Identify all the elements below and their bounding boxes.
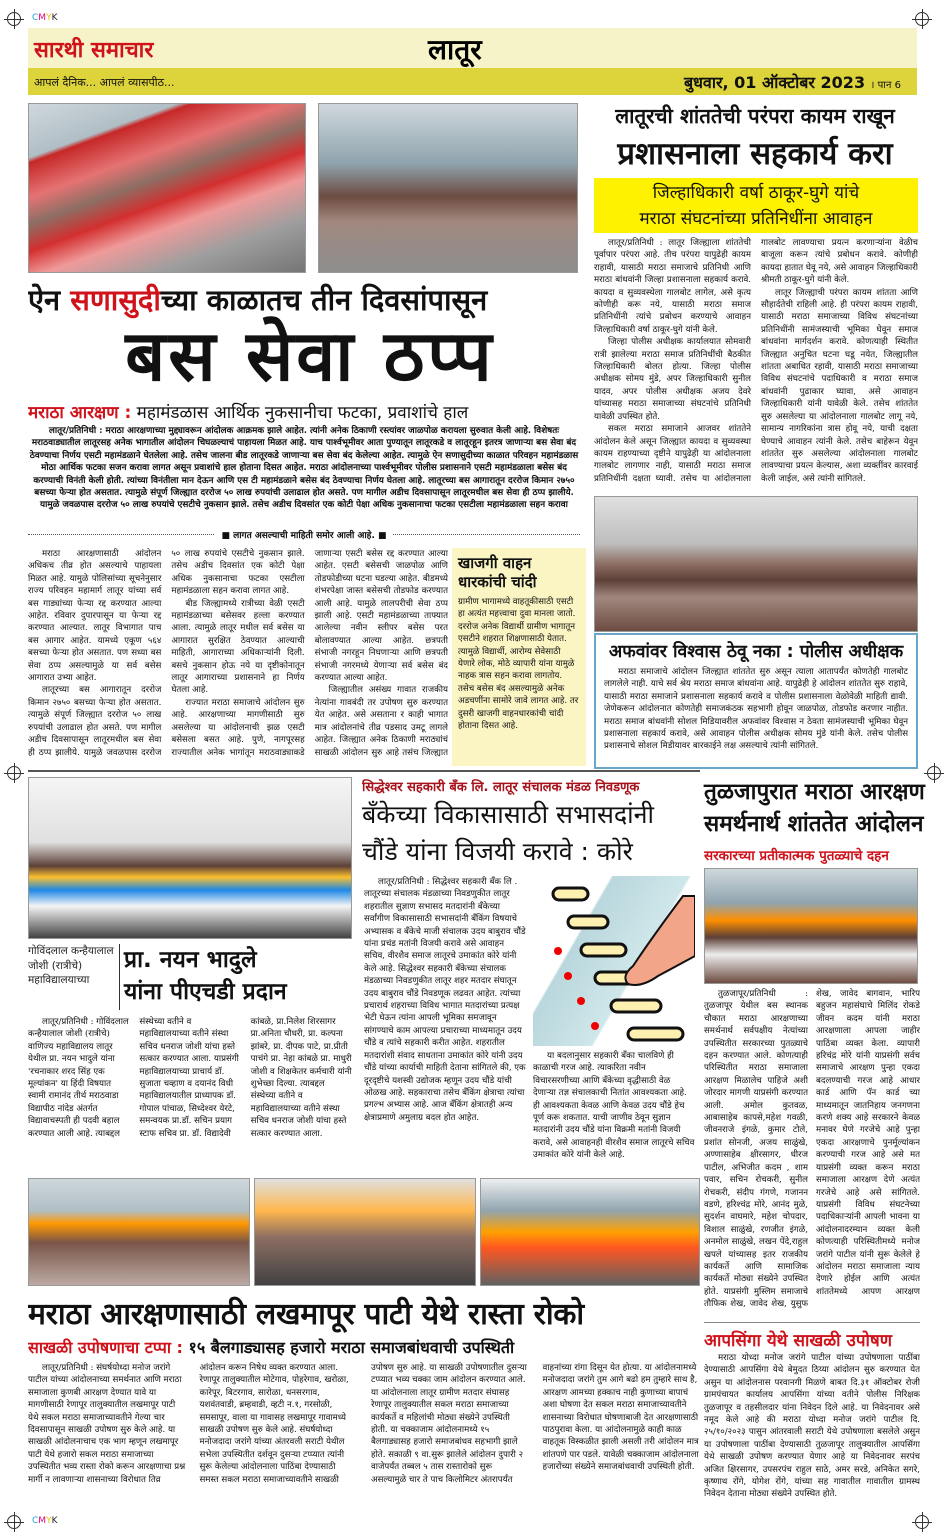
photo-sit-in-protest [254,1178,476,1286]
ballot-finger-icon [533,876,695,1046]
phd-kicker: गोविंदलाल कन्हैयालाल जोशी (रात्रीचे) महाविद्यालयाच्या [28,945,114,986]
lead-headline: बस सेवा ठप्प [125,316,495,396]
lead-intro: लातूर/प्रतिनिधी : मराठा आरक्षणाच्या मुद्द्यावरून आंदोलक आक्रमक झाले आहेत. त्यांनी अनेक ठिकाणी रस्त्यांवर जाळपोळ करायला सुरुवात केली आहे. विशेषतः मराठवाड्यातील लातूरसह अनेक भागातील आंदोलन चिघळल्याचं पाहायला मिळत आहे. याच पार्श्वभूमीवर आता पुण्यातून लातूरकडे व लातूरहून इतरत्र जाणाऱ्या बस सेवा बंद ठेवण्याचा निर्णय एसटी महामंडळाने घेतलेला आहे. तसेच जालना बीड लातूरकडे जाणाऱ्या बस सेवा बंद केलेल्या आहेत. त्यामुळे ऐन सणासुदीच्या काळात परिवहन महामंडळास मोठा आर्थिक फटका सजन करावा लागत असून प्रवाशांचे हाल होताना दिसत आहेत. मराठा आंदोलनाच्या पार्श्वभूमीवर पोलीस प्रशासनाने एसटी महामंडळाला बसेस बंद करण्याची विनंती केली होती. त्यांच्या विनंतीला मान देऊन आणि एस टी महामंडळाने बसेस बंद ठेवण्याचा निर्णय घेतला आहे. लातूरच्या बस आगारातून दररोज किमान २७५० बसच्या फेऱ्या होत असतात. त्यामुळे संपूर्ण जिल्ह्यात दररोज ५० लाख रुपयांची उलाढाल होत असते. पण मागील अडीच दिवसापासून लातूरमधील बस सेवा ही ठप्प झालीये. यामुळे जवळपास दररोज ५० लाख रुपयांचे एसटीचे नुकसान झाले. तसेच अडीच दिवसांत एक कोटी पेक्षा अधिक नुकसानाचा फटका एसटीला महामंडळाला सहन करावा [29,426,579,511]
tagline-bar [28,68,917,95]
photo-road-blockade-fire [480,1178,700,1286]
paper-name: सारथी समाचार [34,38,154,63]
sidebar-box [452,548,586,766]
bank-kicker: सिद्धेश्वर सहकारी बँक लि. लातूर संचालक मंडळ निवडणूक [362,780,640,795]
collector-headline: प्रशासनाला सहकार्य करा [617,136,893,172]
sidebar-title: खाजगी वाहन धारकांची चांदी [458,554,537,591]
lead-body: मराठा आरक्षणासाठी आंदोलन अधिकच तीव्र होत असल्याचे पाहायला मिळत आहे. यामुळे पोलिसांच्या सूचनेनुसार राज्य परिवहन महामार्ग लातूर यांच्या सर्व बस गाड्यांच्या फेऱ्या रद्द करण्यात आल्या आहेत. रविवार दुपारपासून या फेऱ्या रद्द करण्यात आल्यात. लातूर विभागात पाच बस आगार आहेत. यामध्ये एकूण ५६४ बसच्या फेऱ्या होत असतात. पण सध्या बस सेवा ठप्प असल्यामुळे या सर्व बसेस आगारात उभ्या आहेत. लातूरच्या बस आगारातून दररोज किमान २७५० बसच्या फेऱ्या होत असतात. त्यामुळे संपूर्ण जिल्ह्यात दररोज ५० लाख रुपयांची उलाढाल होत असते. पण मागील अडीच दिवसापासून लातूरमधील बस सेवा ही ठप्प झालीये. यामुळे जवळपास दररोज ५० लाख रुपयांचे एसटीचे नुकसान झाले. तसेच अडीच दिवसांत एक कोटी पेक्षा अधिक नुकसानाचा फटका एसटीला महामंडळाला सहन करावा लागत आहे. बीड जिल्ह्यामध्ये रात्रीच्या वेळी एसटी महामंडळाच्या बसेसवर हल्ला करण्यात आला. त्यामुळे लातूर मधील सर्व बसेस या आगारात सुरक्षित ठेवण्यात आल्याची माहिती, आगाराच्या अधिकाऱ्यांनी दिली. बसचे नुकसान होऊ नये या दृष्टीकोनातून लातूर आगाराच्या प्रशासनाने हा निर्णय घेतला आहे. राज्यात मराठा समाजाचे आंदोलन सुरु आहे. आरक्षणाच्या मागणीसाठी सुरु असलेल्या या आंदोलनाची झळ एसटी बसेसला बसत आहे. पुणे, नागपूरसह राज्यातील अनेक भागांतून मराठवाड्याकडे जाणाऱ्या एसटी बसेस रद्द करण्यात आल्या आहेत. एसटी बसेसची जाळपोळ आणि तोडफोडीच्या घटना घडल्या आहेत. बीडमध्ये शंभरपेक्षा जास्त बसेसची तोडफोड करण्यात आली आहे. यामुळे लालपरीची सेवा ठप्प झाली आहे. एसटी महामंडळाच्या ताफ्यात आलेल्या नवीन स्लीपर बसेस परत बोलावण्यात आल्या आहेत. छत्रपती संभाजी नगरहून निघणाऱ्या आणि छत्रपती संभाजी नगरमध्ये येणाऱ्या सर्व बसेस बंद करण्यात आल्या आहेत. जिल्ह्यातील असंख्य गावात राजकीय नेत्यांना गावबंदी तर उपोषण सुरु करण्यात येत आहेत. असे असताना र काही भागात मात्र आंदोलनांचे तीव्र पडसाद उमटू लागले आहेत. जिल्ह्यात अनेक ठिकाणी मराठ्यांचं साखळी आंदोलन सुरु आहे तसंच जिल्ह्यात [28,549,448,758]
registration-mark [7,766,21,780]
sidebar-text: ग्रामीण भागामध्ये वाहतूकीसाठी एसटी हा अत्यंत महत्त्वाचा दुवा मानला जातो. दररोज अनेक विद्यार्थी ग्रामीण भागातून एसटीने शहरात शिक्षणासाठी येतात. त्यामुळे विद्यार्थी, आरोग्य सेवेसाठी येणारे लोक, मोठे व्यापारी यांना यामुळे नाहक त्रास सहन करावा लागतोय. तसेच बसेस बंद असल्यामुळे अनेक अडचणींना सामोरे जावे लागत आहे. तर दुसरी खाजगी वाहनधारकांची चांदी होताना दिसत आहे. [458,597,579,732]
divider [119,944,120,1010]
collector-body: लातूर/प्रतिनिधी : लातूर जिल्ह्याला शांततेची पूर्वापार परंपरा आहे. तीच परंपरा यापुढेही कायम राहावी, यासाठी मराठा समाजाचे प्रतिनिधी आणि मराठा बांधवांनी जिल्हा प्रशासनाला सहकार्य करावे. कायदा व सुव्यवस्थेला गालबोट लागेल, असे कृत्य कोणीही करू नये, यासाठी मराठा समाज प्रतिनिधींनी त्यांचे प्रबोधन करण्याचे आवाहन जिल्हाधिकारी वर्षा ठाकूर-घुगे यांनी केले. जिल्हा पोलीस अधीक्षक कार्यालयात सोमवारी रात्री झालेल्या मराठा समाज प्रतिनिधींची बैठकीत जिल्हाधिकारी बोलत होत्या. जिल्हा पोलीस अधीक्षक सोमय मुंडे, अपर जिल्हाधिकारी सुनील यादव, अपर पोलीस अधीक्षक अजय देवरे यांच्यासह मराठा समाजाच्या संघटनांचे प्रतिनिधी यावेळी उपस्थित होते. सकल मराठा समाजाने आजवर शांततेने आंदोलन केले असून जिल्ह्यात कायदा व सुव्यवस्था कायम राहण्याच्या दृष्टीने यापुढेही या आंदोलनाला गालबोट लागणार नाही, यासाठी मराठा समाज प्रतिनिधींनी दक्षता घ्यावी. तसेच या आंदोलनाला गालबोट लावण्याचा प्रयत्न करणाऱ्यांना वेळीच बाजूला करून त्यांचे प्रबोधन करावे. कोणीही कायदा हातात घेवू नये, असे आवाहन जिल्हाधिकारी श्रीमती ठाकूर-घुगे यांनी केले. लातूर जिल्ह्याची परंपरा कायम शांतता आणि सौहार्दतेची राहिली आहे. ही परंपरा कायम राहावी, यासाठी मराठा समाजाच्या विविध संघटनांच्या प्रतिनिधींनी सामंजस्याची भूमिका घेवून समाज बांधवांना मार्गदर्शन करावे. कोणत्याही स्थितीत जिल्ह्यात अनुचित घटना घडू नयेत, जिल्ह्यातील शांतता अबाधित रहावी, यासाठी मराठा समाजाच्या विविध संघटनांचे पदाधिकारी व मराठा समाज बांधवांनी पुढाकार घ्यावा, असे आवाहन जिल्हाधिकारी यांनी यावेळी केले. तसेच शांततेत सुरु असलेल्या या आंदोलनाला गालबोट लागू नये, सामान्य नागरिकांना त्रास होवू नये, याची दक्षता घेण्याचे आवाहन त्यांनी केले. तसेच बाहेरून येवून शांततेत सुरु असलेल्या आंदोलनाला गालबोट लावण्याचा प्रयत्न केल्यास, अशा व्यक्तींवर कारवाई केली जाईल, असे त्यांनी सांगितले. [594,238,918,484]
lakhmapur-body: लातूर/प्रतिनिधी : संघर्षयोध्दा मनोज जरांगे पाटील यांच्या आंदोलनाच्या समर्थनात आणि मराठा समाजाला कुणबी आरक्षण देण्यात यावे या मागणीसाठी रेणापूर तालुक्यातील लखमापूर पाटी येथे सकल मराठा समाजाच्यावतीने गेल्या चार दिवसापासून साखळी उपोषण सुरु केले आहे. या साखळी आंदोलनाचाच एक भाग म्हणून लखमापूर पाटी येथे हजारो सकल मराठा समाजाच्या उपस्थितीत भव्य रास्ता रोको करून आरक्षणाचा प्रश्न मार्गी न लावणाऱ्या शासनाच्या विरोधात तिव्र आंदोलन करून निषेध व्यक्त करण्यात आला. रेणापूर तालुक्यातील मोटेगाव, पोहरेगाव, खरोळा, कारेपूर, बिटरगाव, सारोळा, धनसरगाव, यशवंतवाडी, ब्रम्हवाडी, व्हटी न.१, गरसोळी, समसापूर, वाला या गावासह लखमापूर गावामध्ये साखळी उपोषण सुरु केले आहे. संघर्षयोध्दा मनोजदादा जरांगे यांच्या अंतरवली सराटी येथील सभेला उपस्थितीत दर्शवून दुसऱ्या टप्प्यात त्यांनी सुरू केलेल्या आंदोलनाला पाठिंबा देण्यासाठी समस्त सकल मराठा समाजाच्यावतीने साखळी उपोषण सुरु आहे. या साखळी उपोषणातील दुसऱ्या टप्प्यात भव्य चक्का जाम आंदोलन करण्यात आले. या आंदोलनाला लातूर ग्रामीण मतदार संघासह रेणापूर तालुक्यातील सकल मराठा समाजाच्या कार्यकर्ते व महिलांची मोठ्या संख्येने उपस्थिती होती. या चक्काजाम आंदोलनामध्ये १५ बैलगाड्यासह हजारो समाजबांधव सहभागी झाले होते. सकाळी ९ वा.सुरू झालेले आंदोलन दुपारी २ वाजेपर्यंत तब्बल ५ तास रास्तारोको सुरू असल्यामुळे चार ते पाच किलोमिटर अंतरापर्यंत वाहनांच्या रांगा दिसून येत होत्या. या आंदोलनामध्ये मनोजदादा जरांगे तुम आगे बढो हम तुम्हारे साथ है, आरक्षण आमच्या हक्काच नाही कुणाच्या बापाचं अशा घोषणा देत सकल मराठा समाजाच्यावतीने शासनाच्या विरोधात घोषणाबाजी देत आरक्षणासाठी पाठपुरावा केला. या आंदोलनामुळे काही काळ वाहतूक विस्कळीत झाली असली तरी आंदोलन मात्र शांतपणे पार पडले. यावेळी चक्काजाम आंदोलनाला हजारोंच्या संख्येने समाजबांधवाची उपस्थिती होती. [28,1363,699,1485]
tuljapur-subhead: सरकारच्या प्रतीकात्मक पुतळ्याचे दहन [704,848,889,864]
apsinga-body: मराठा योध्दा मनोज जरांगे पाटील यांच्या उपोषणाला पाठींबा देण्यासाठी आपसिंगा येथे बेमुदत ठिय्या आंदोलन सुरु करण्यात येत असुन या आंदोलनास परवानगी मिळणे बाबत दि.३१ ऑक्टोबर रोजी ग्रामपंचायत कार्यालय आपसिंगा यांच्या वतीने पोलीस निरिक्षक तुळजापूर व तहसीलदार यांना निवेदन दिले आहे. या निवेदनावर असे नमूद केले आहे की मराठा योध्दा मनोज जरांगे पाटील दि. २५/१०/२०२३ पासुन आंतरवाली सराटी येथे उपोषणाला बसलेले असुन या उपोषणाला पाठींबा देण्यासाठी तुळजापूर तालुक्यातील आपसिंगा येथे साखळी उपोषण करण्यात येणार आहे या निवेदनावर सरपंच अजित क्षिरसागर, उपसरपंच राहुल साठे, अमर सरडे, अनिकेत सगरे, कृष्णाथ रोंगे, योगेश रोंगे, यांच्या सह गावातील गावातील ग्रामस्थ निवेदन देताना मोठ्या संख्येने उपस्थित होते. [704,1353,920,1500]
lead-subhead: मराठा आरक्षण : महामंडळास आर्थिक नुकसानीचा फटका, प्रवाशांचे हाल [28,403,469,423]
edition-name: लातूर [428,33,482,66]
cmyk-label: CMYK [32,1516,58,1526]
photo-rally-crowd [28,1178,250,1286]
police-box-text: मराठा समाजाचे आंदोलन जिल्ह्यात शांततेत सुरु असून त्याला आतापर्यंत कोणतेही गालबोट लागलेले नाही. याचे सर्व श्रेय मराठा समाज बांधवांना आहे. यापुढेही हे आंदोलन शांततेत सुरु राहावे, यासाठी मराठा समाजाने प्रशासनाला सहकार्य करावे व पोलीस प्रशासनाला वेळोवेळी माहिती द्यावी. जेणेकरून आंदोलनात कोणतेही समाजकंठक सहभागी होवून जाळपोळ, तोडफोड करणार नाहीत. मराठा समाज बांधवांनी सोशल मिडियावरील अफवांवर विश्वास न ठेवता सामंजस्याची भूमिका घेवून प्रशासनाला सहकार्य करावे, असे आवाहन पोलीस अधीक्षक सोमय मुंडे यांनी केले. तसेच पोलीस प्रशासनाचे सोशल मिडीयावर बारकाईने लक्ष असल्याचे त्यांनी सांगितले. [604,667,908,752]
apsinga-headline: आपसिंगा येथे साखळी उपोषण [704,1331,892,1351]
photo-effigy-protest [704,868,918,984]
registration-mark [7,1515,21,1529]
registration-mark [927,766,941,780]
photo-officials-meeting [594,496,918,632]
registration-mark [915,1515,929,1529]
photo-bus-depot-crowd [318,103,578,273]
lakhmapur-headline: मराठा आरक्षणासाठी लखमापूर पाटी येथे रास्ता रोको [28,1297,584,1332]
tuljapur-headline: तुळजापुरात मराठा आरक्षण समर्थनार्थ शांततेत आंदोलन [704,779,925,837]
collector-kicker: लातूरची शांततेची परंपरा कायम राखून [615,104,895,128]
issue-date: बुधवार, 01 ऑक्टोबर 2023 । पान 6 [683,73,901,92]
lakhmapur-subhead: साखळी उपोषणाचा टप्पा : १५ बैलगाड्यासह हजारो मराठा समाजबांधवाची उपस्थिती [28,1338,515,1357]
registration-mark [915,12,929,26]
photo-parked-buses [28,103,306,273]
bank-headline: बँकेच्या विकासासाठी सभासदांनी चौंडे यांना विजयी करावे : कोरे [362,800,654,866]
lead-intro-end: ■ लागत असल्याची माहिती समोर आली आहे. ■ [28,534,580,535]
bank-body-left: लातूर/प्रतिनिधी : सिद्धेश्वर सहकारी बँक लि . लातूरच्या संचालक मंडळाच्या निवडणुकीत लातूर शहरातील सुज्ञाण सभासद मतदारांनी बँकेच्या सर्वांगीण विकासासाठी सभासदांनी बँकिंग विषयाचे अभ्यासक व बँकेचे माजी संचालक उदय बाबुराव चौंडे यांना प्रचंड मतांनी विजयी करावे असे आवाहन सचिव, वीरशैव समाज लातूरचे उमाकांत कोरे यांनी केले आहे. सिद्धेश्वर सहकारी बँकेच्या संचालक मंडळाच्या निवडणुकीत लातूर शहर मतदार संघातून उदय बाबुराव चौंडे निवडणूक लढवत आहेत. त्यांच्या प्रचारार्थ शहराच्या विविध भागात मतदारांच्या प्रत्यक्ष भेटी घेऊन त्यांना आपली भूमिका समजावून सांगण्याचे काम आपल्या प्रचाराच्या माध्यमातून उदय चौंडे व त्यांचे सहकारी करीत आहेत. शहरातील मतदारांशी संवाद साधताना उमाकांत कोरे यांनी उदय चौंडे यांच्या कार्याची माहिती देताना सांगितले की, एक दूरदृष्टीचे यशस्वी उद्योजक म्हणून उदय चौंडे यांची ओळख आहे. सहकाराचा तसेच बँकिंग क्षेत्राचा त्यांचा प्रगल्भ अभ्यास आहे. आज बँकिंग क्षेत्रातही अन्य क्षेत्राप्रमाणे अमुलाग्र बदल होत आहेत. [364,877,526,1123]
tagline: आपलं दैनिक... आपलं व्यासपीठ... [34,76,175,89]
phd-headline: प्रा. नयन भादुले यांना पीएचडी प्रदान [124,947,287,1005]
bank-body-right: या बदलानुसार सहकारी बँका चालविणे ही काळाची गरज आहे. त्याकरिता नवीन विचारसरणीच्या आणि बँकेच्या वृद्धीसाठी वेळ देणाऱ्या तज्ञ संचालकाची नितांत आवश्यकता आहे. ही आवश्यकता केवळ आणि केवळ उदय चौंडे हेच पूर्ण करू शकतात. याची जाणीव ठेवून सुज्ञान मतदारांनी उदय चौंडे यांना विक्रमी मतांनी विजयी करावे, असे आवाहनही वीरशैव समाज लातूरचे सचिव उमाकांत कोरे यांनी केले आहे. [533,1051,695,1161]
divider [704,1322,920,1323]
tuljapur-body: तुळजापूर/प्रतिनिधी : तुळजापूर येथील बस स्थानक चौकात मराठा आरक्षणाच्या समर्थनार्थ सर्वपक्षीय नेत्यांच्या उपस्थितीत सरकारच्या पुतळ्याचे दहन करण्यात आले. कोणत्याही परिस्थितीत मराठा समाजाला आरक्षण मिळालेच पाहिजे अशी जोरदार मागणी याप्रसंगी करण्यात आली. अमोल कुतवळ, आबासाहेब कापसे,महेश गवळी, जीवनराजे इंगळे, कुमार टोले, प्रशांत सोनजी, अजय साळुंखे, अण्णासाहेब क्षीरसागर, धीरज पाटील, अभिजीत कदम , शाम पवार, सचिन रोचकरी, सुनील रोचकरी, संदीप गंगणे, गजानन वडणे, हरिश्चंद्र मोरे, आनंद मुळे, सुदर्शन वाघमारे, महेश चोपदार, विशाल साळुंखे, रणजीत इंगळे, अनमोल साळुंखे, लखन पेंदे,राहुल खपले यांच्यासह इतर राजकीय कार्यकर्ते आणि सामाजिक कार्यकर्ते मोठ्या संख्येने उपस्थित होते. याप्रसंगी मुस्लिम समाजाचे तौफिक शेख, जावेद शेख, युसुफ शेख, जावेद बागवान, भारिप बहुजन महासंघाचे मिलिंद रोकडे जीवन कदम यांनी मराठा आरक्षणाला आपला जाहीर पाठिंबा व्यक्त केला. व्यापारी हरिचंद्र मोरे यांनी याप्रसंगी सर्वच समाजाचे आरक्षण पुन्हा एकदा बदलण्याची गरज आहे आधार कार्ड आणि पॅन कार्ड च्या माध्यमातून जातनिहाय जनगणना करणे शक्य आहे सरकारने केवळ मनावर घेणे गरजेचे आहे पुन्हा एकदा आरक्षणाचे पुनर्मूल्यांकन करण्याची गरज आहे असे मत याप्रसंगी व्यक्त करून मराठा समाजाला आरक्षण देणे अत्यंत गरजेचे आहे असे सांगितले. याप्रसंगी विविध संघटनेच्या पदाधिकाऱ्यांनी आपली भावना या आंदोलनादरम्यान व्यक्त केली कोणत्याही परिस्थितीमध्ये मनोज जरांगे पाटील यांनी सुरू केलेले हे आंदोलन मराठा समाजाला न्याय देणारे होईल आणि अत्यंत शांततेमध्ये आपण आरक्षण [704,989,920,1310]
divider [28,770,700,772]
cmyk-label: CMYK [32,13,58,23]
photo-felicitation [28,777,352,939]
lead-kicker: ऐन सणासुदीच्या काळातच तीन दिवसांपासून [28,283,488,317]
voting-illustration [533,876,695,1046]
registration-mark [7,12,21,26]
police-box-title: अफवांवर विश्वास ठेवू नका : पोलीस अधीक्षक [608,642,904,662]
phd-body: लातूर/प्रतिनिधी : गोविंदलाल कन्हैयालाल जोशी (रात्रीचे) वाणिज्य महाविद्यालय लातूर येथील प्रा. नयन भादुले यांना 'रचनाकार शरद सिंह एक मूल्यांकन' या हिंदी विषयात स्वामी रामानंद तीर्थ मराठवाडा विद्यापीठ नांदेड अंतर्गत विद्यावाचस्पती ही पदवी बहाल करण्यात आली आहे. त्याबद्दल संस्थेच्या वतीने व महाविद्यालयाच्या वतीने संस्था सचिव धनराज जोशी यांचा हस्ते सत्कार करण्यात आला. याप्रसंगी महाविद्यालयाच्या प्राचार्य डॉ. सुजाता चव्हाण व दयानंद विधी महाविद्यालयातील प्राध्यापक डॉ. गोपाल पांचाळ, सिध्देश्वर येरटे, समन्वयक प्रा.डॉ. सचिन प्रयाग स्टाफ सचिव प्रा. डॉ. विद्यादेवी कांबळे, प्रा.निलेश शिरसागर प्रा.अनिता चौधरी, प्रा. कल्पना झांबरे, प्रा. दीपक पाटे, प्रा.प्रीती पाचंगे प्रा. नेहा कांबळे प्रा. माधुरी जोशी व शिक्षकेतर कर्मचारी यांनी शुभेच्छा दिल्या. त्याबद्दल संस्थेच्या वतीने व महाविद्यालयाच्या वतीने संस्था सचिव धनराज जोशी यांचा हस्ते सत्कार करण्यात आला. [28,1017,352,1139]
police-box [594,633,918,769]
collector-deck: जिल्हाधिकारी वर्षा ठाकूर-घुगे यांचे मराठा संघटनांच्या प्रतिनिधींना आवाहन [594,178,918,233]
masthead [28,28,917,68]
